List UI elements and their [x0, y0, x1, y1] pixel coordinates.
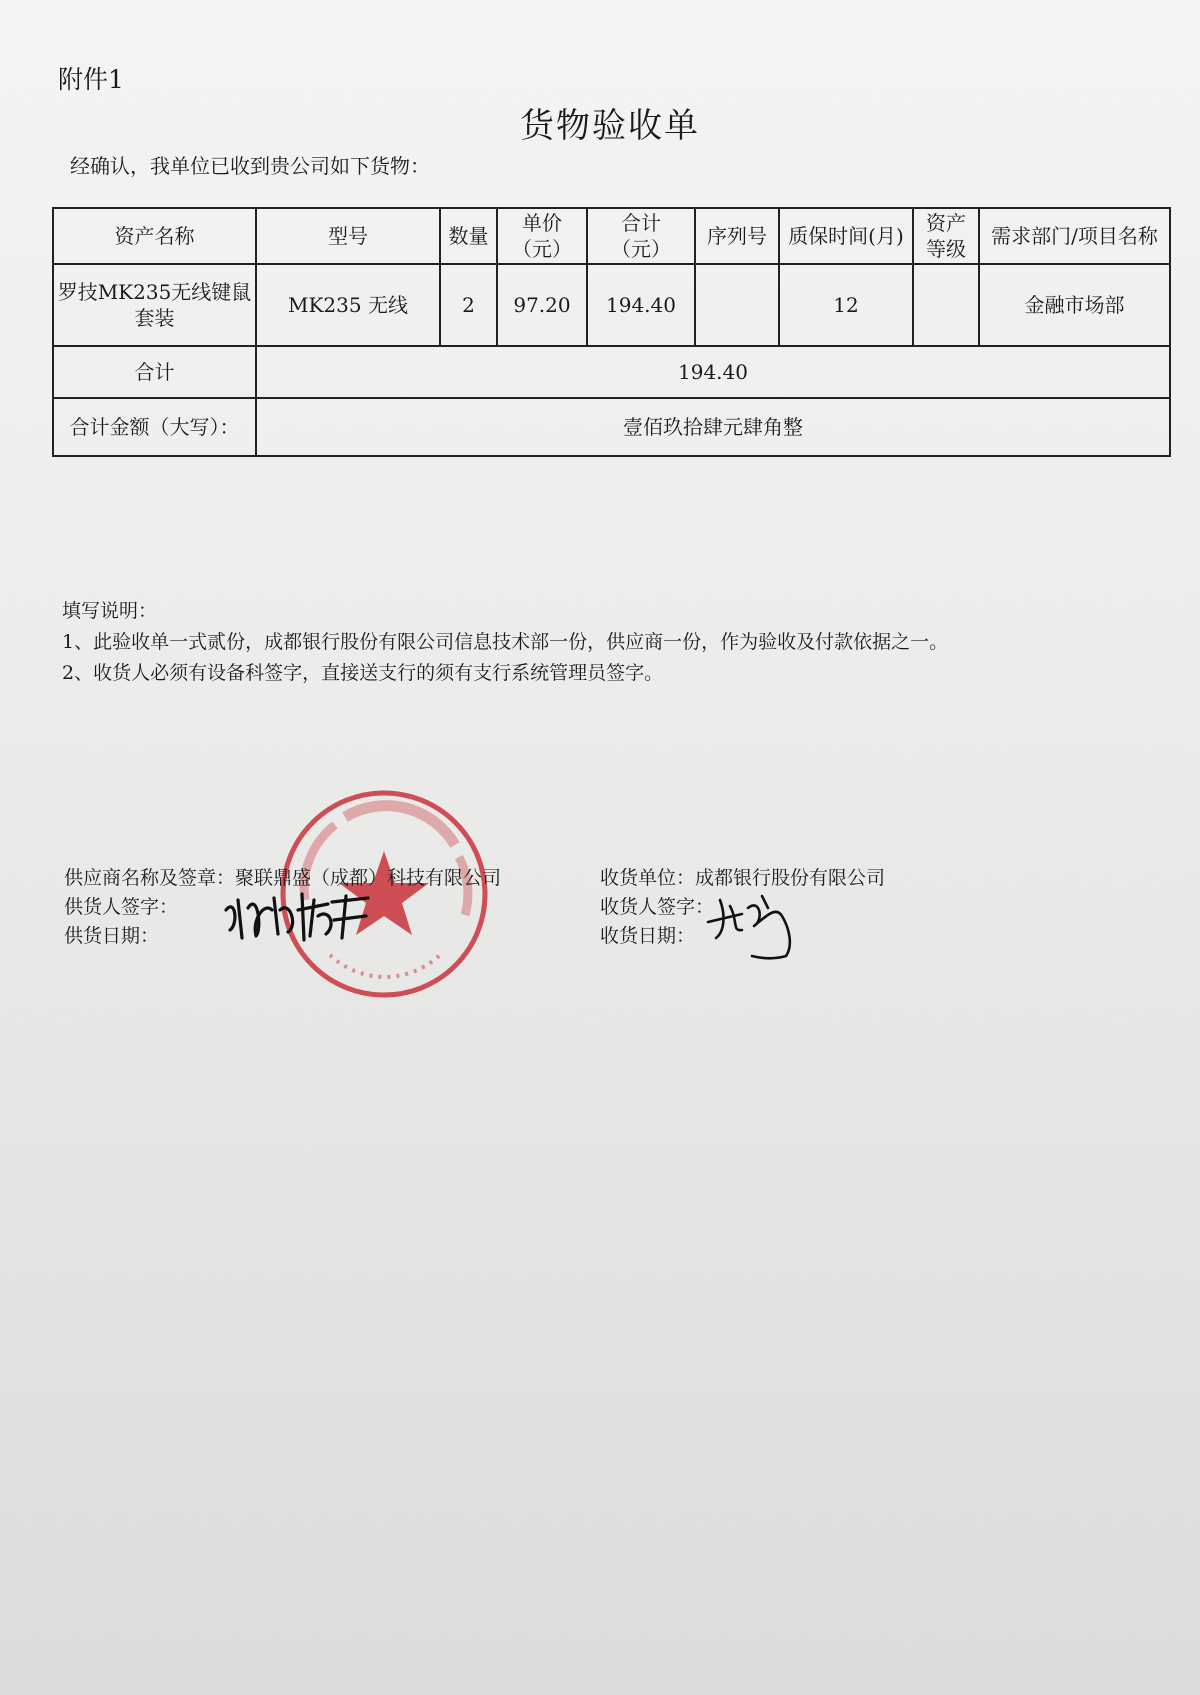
receiver-date-label: 收货日期：: [600, 925, 696, 947]
cell-name-line2: 套装: [134, 306, 175, 330]
cell-name: [53, 264, 256, 346]
supplier-name-label: 供应商名称及签章：: [64, 867, 236, 889]
header-qty: 数量: [440, 208, 497, 264]
header-dept: 需求部门/项目名称: [979, 208, 1170, 264]
cell-unit-price: 97.20: [497, 264, 587, 346]
page-title: 货物验收单: [520, 106, 700, 146]
sum-value: 194.40: [256, 346, 1170, 398]
supplier-name: 聚联鼎盛（成都）科技有限公司: [235, 867, 502, 889]
cell-warranty: 12: [779, 264, 913, 346]
cell-serial: [695, 264, 779, 346]
supplier-signature: [218, 880, 378, 950]
header-level: [913, 208, 979, 264]
sum-row: [53, 346, 1170, 398]
instructions: [62, 596, 948, 689]
attachment-label: 附件1: [58, 65, 124, 94]
header-unit-price-line2: （元）: [512, 237, 572, 261]
receiver-unit-label: 收货单位：: [600, 867, 696, 889]
cell-model: MK235 无线: [256, 264, 440, 346]
receiver-unit: 成都银行股份有限公司: [695, 867, 886, 889]
supplier-person-label: 供货人签字：: [64, 896, 179, 918]
table-row: [53, 264, 1170, 346]
goods-table: [52, 207, 1171, 457]
header-unit-price-line1: 单价: [522, 211, 562, 235]
header-name: 资产名称: [53, 208, 256, 264]
header-total-line1: 合计: [621, 211, 661, 235]
cell-level: [913, 264, 979, 346]
sum-label: 合计: [53, 346, 256, 398]
cell-dept: 金融市场部: [979, 264, 1170, 346]
capital-value: 壹佰玖拾肆元肆角整: [256, 398, 1170, 456]
receiver-signature: [702, 886, 822, 966]
header-level-line1: 资产: [926, 211, 966, 235]
header-model: 型号: [256, 208, 440, 264]
cell-qty: 2: [440, 264, 497, 346]
cell-name-line1: 罗技MK235无线键鼠: [57, 280, 252, 304]
instructions-line1: 1、此验收单一式贰份，成都银行股份有限公司信息技术部一份，供应商一份，作为验收及付款依据之一。: [62, 631, 949, 653]
supplier-date-label: 供货日期：: [64, 925, 160, 947]
instructions-line2: 2、收货人必须有设备科签字，直接送支行的须有支行系统管理员签字。: [62, 662, 664, 684]
header-total: [587, 208, 695, 264]
table-header-row: [53, 208, 1170, 264]
cell-total: 194.40: [587, 264, 695, 346]
header-serial: 序列号: [695, 208, 779, 264]
capital-row: [53, 398, 1170, 456]
capital-label: 合计金额（大写）：: [53, 398, 256, 456]
intro-text: 经确认，我单位已收到贵公司如下货物：: [70, 154, 430, 178]
header-warranty: 质保时间(月): [779, 208, 913, 264]
header-total-line2: （元）: [611, 237, 671, 261]
header-unit-price: [497, 208, 587, 264]
instructions-title: 填写说明：: [62, 600, 158, 622]
header-level-line2: 等级: [926, 237, 966, 261]
receiver-person-label: 收货人签字：: [600, 896, 715, 918]
